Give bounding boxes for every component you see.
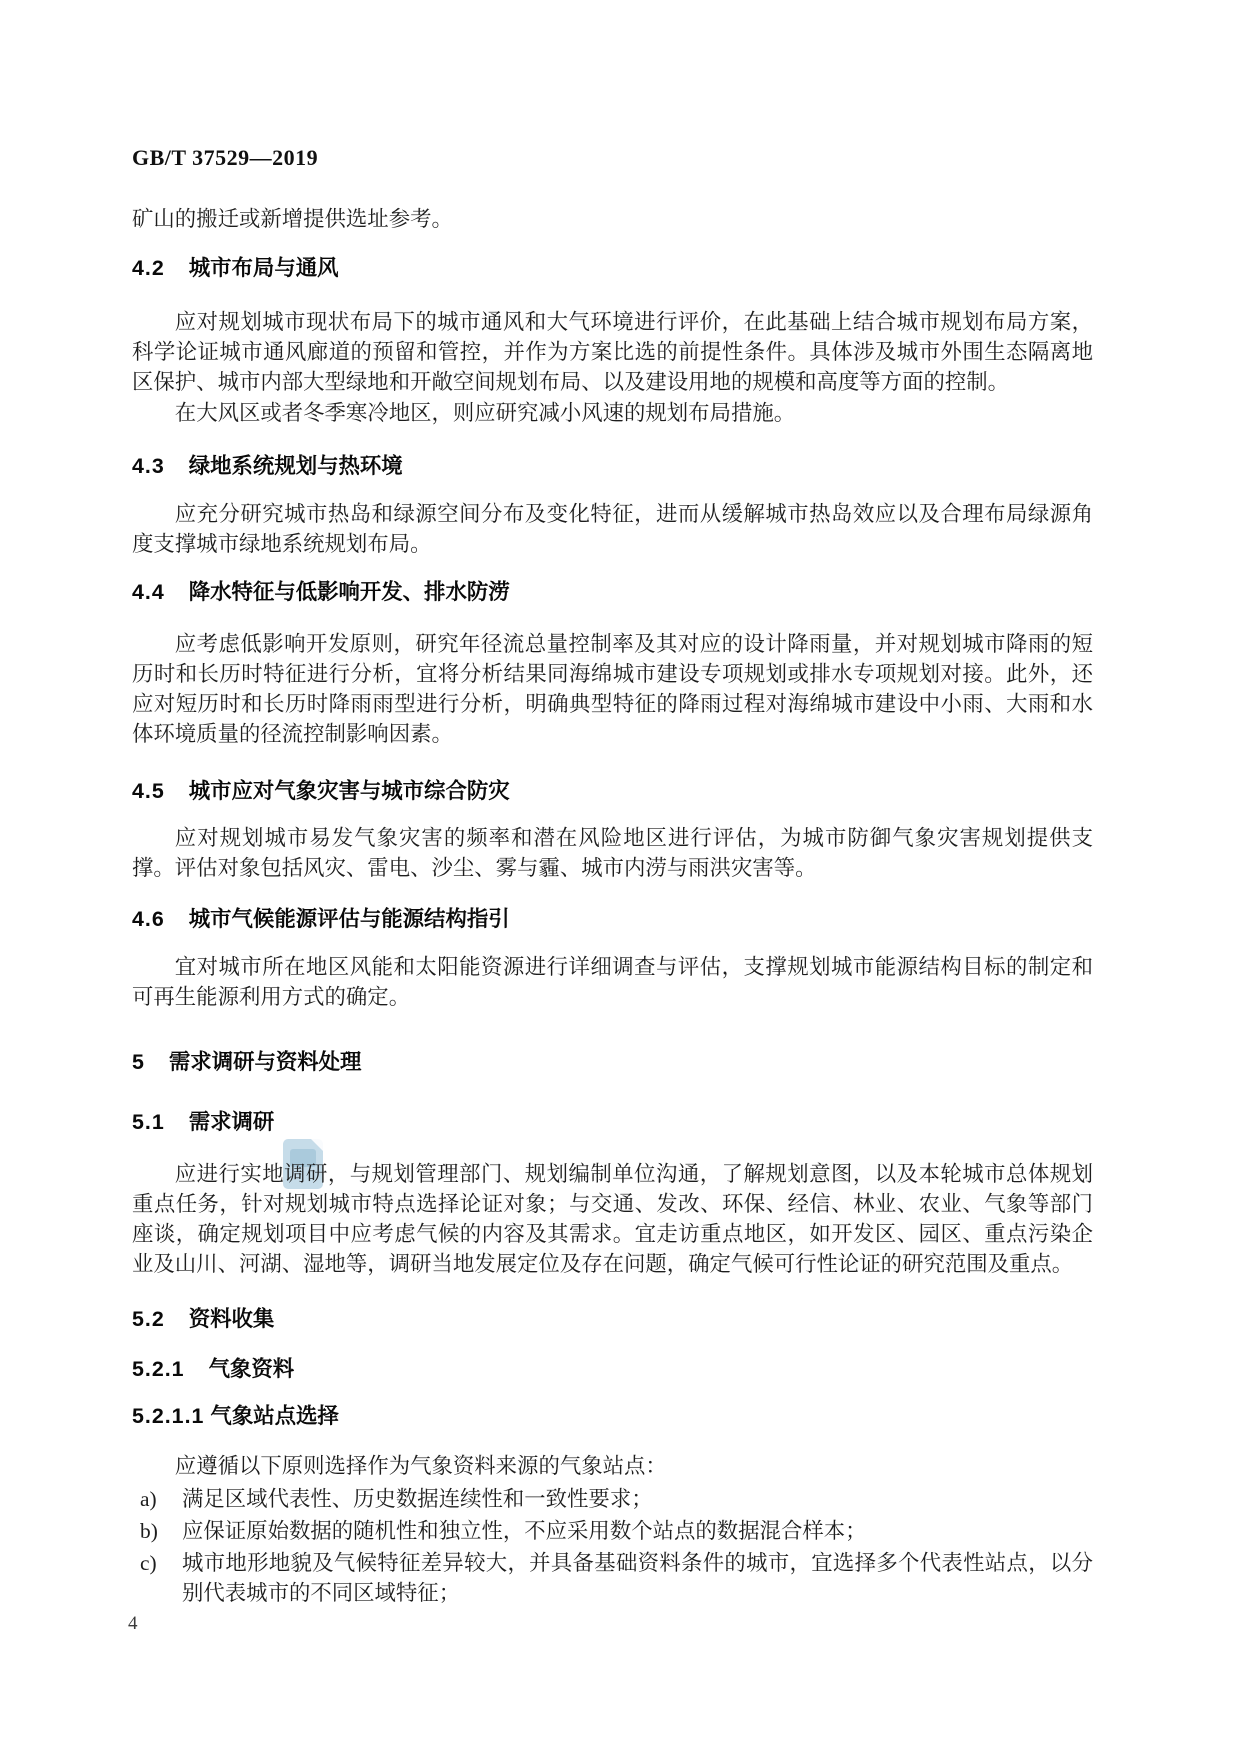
section-title: 城市应对气象灾害与城市综合防灾 [188, 779, 510, 803]
section-title: 降水特征与低影响开发、排水防涝 [188, 580, 510, 604]
chapter-heading-5 [132, 1049, 1093, 1075]
list-item-label: a) [140, 1487, 157, 1511]
list-item-text: 应保证原始数据的随机性和独立性，不应采用数个站点的数据混合样本； [182, 1519, 867, 1543]
section-title: 城市气候能源评估与能源结构指引 [188, 907, 510, 931]
list-item-text: 满足区域代表性、历史数据连续性和一致性要求； [182, 1487, 653, 1511]
lettered-list [132, 1484, 1093, 1608]
page-number: 4 [128, 1613, 138, 1634]
section-number: 5.2.1.1 [132, 1404, 205, 1428]
section-heading-4-6 [132, 906, 1093, 932]
standard-code: GB/T 37529—2019 [132, 145, 319, 170]
paragraph: 在大风区或者冬季寒冷地区，则应研究减小风速的规划布局措施。 [174, 401, 796, 425]
section-number: 4.2 [132, 256, 165, 280]
list-item-b [132, 1516, 1093, 1546]
section-number: 5.2 [132, 1307, 165, 1331]
section-title: 绿地系统规划与热环境 [188, 454, 403, 478]
list-item-text: 城市地形地貌及气候特征差异较大，并具备基础资料条件的城市，宜选择多个代表性站点，以分别代表城市的不同区域特征； [182, 1551, 1093, 1605]
paragraph: 宜对城市所在地区风能和太阳能资源进行详细调查与评估，支撑规划城市能源结构目标的制定和可再生能源利用方式的确定。 [132, 955, 1093, 1009]
section-number: 5 [132, 1050, 145, 1074]
list-item-label: b) [140, 1519, 158, 1543]
section-title: 资料收集 [188, 1307, 275, 1331]
section-number: 5.2.1 [132, 1357, 185, 1381]
continuation-paragraph: 矿山的搬迁或新增提供选址参考。 [132, 207, 453, 231]
section-number: 4.6 [132, 907, 165, 931]
section-heading-5-2-1-1 [132, 1403, 1093, 1429]
section-title: 需求调研 [188, 1110, 275, 1134]
section-title: 城市布局与通风 [188, 256, 339, 280]
section-heading-4-2 [132, 255, 1093, 281]
section-number: 4.3 [132, 454, 165, 478]
list-item-label: c) [140, 1551, 157, 1575]
section-heading-4-3 [132, 453, 1093, 479]
section-number: 4.5 [132, 779, 165, 803]
paragraph: 应遵循以下原则选择作为气象资料来源的气象站点： [174, 1454, 667, 1478]
section-heading-5-2-1 [132, 1356, 1093, 1382]
section-heading-5-2 [132, 1306, 1093, 1332]
section-title: 气象站点选择 [210, 1404, 339, 1428]
section-number: 5.1 [132, 1110, 165, 1134]
paragraph: 应对规划城市现状布局下的城市通风和大气环境进行评价，在此基础上结合城市规划布局方案，科学论证城市通风廊道的预留和管控，并作为方案比选的前提性条件。具体涉及城市外围生态隔离地区保护、城市内部大型绿地和开敞空间规划布局、以及建设用地的规模和高度等方面的控制。 [132, 310, 1093, 394]
section-title: 需求调研与资料处理 [168, 1050, 362, 1074]
section-heading-5-1 [132, 1109, 1093, 1135]
section-title: 气象资料 [208, 1357, 295, 1381]
list-item-c [132, 1548, 1093, 1608]
paragraph: 应考虑低影响开发原则，研究年径流总量控制率及其对应的设计降雨量，并对规划城市降雨的短历时和长历时特征进行分析，宜将分析结果同海绵城市建设专项规划或排水专项规划对接。此外，还应对短历时和长历时降雨雨型进行分析，明确典型特征的降雨过程对海绵城市建设中小雨、大雨和水体环境质量的径流控制影响因素。 [132, 632, 1093, 746]
section-number: 4.4 [132, 580, 165, 604]
section-heading-4-4 [132, 579, 1093, 605]
paragraph: 应充分研究城市热岛和绿源空间分布及变化特征，进而从缓解城市热岛效应以及合理布局绿源角度支撑城市绿地系统规划布局。 [132, 502, 1093, 556]
paragraph: 应对规划城市易发气象灾害的频率和潜在风险地区进行评估，为城市防御气象灾害规划提供支撑。评估对象包括风灾、雷电、沙尘、雾与霾、城市内涝与雨洪灾害等。 [132, 826, 1093, 880]
document-content [132, 0, 1093, 1608]
list-item-a [132, 1484, 1093, 1514]
paragraph: 应进行实地调研，与规划管理部门、规划编制单位沟通，了解规划意图，以及本轮城市总体规划重点任务，针对规划城市特点选择论证对象；与交通、发改、环保、经信、林业、农业、气象等部门座谈，确定规划项目中应考虑气候的内容及其需求。宜走访重点地区，如开发区、园区、重点污染企业及山川、河湖、湿地等，调研当地发展定位及存在问题，确定气候可行性论证的研究范围及重点。 [132, 1162, 1093, 1276]
section-heading-4-5 [132, 778, 1093, 804]
